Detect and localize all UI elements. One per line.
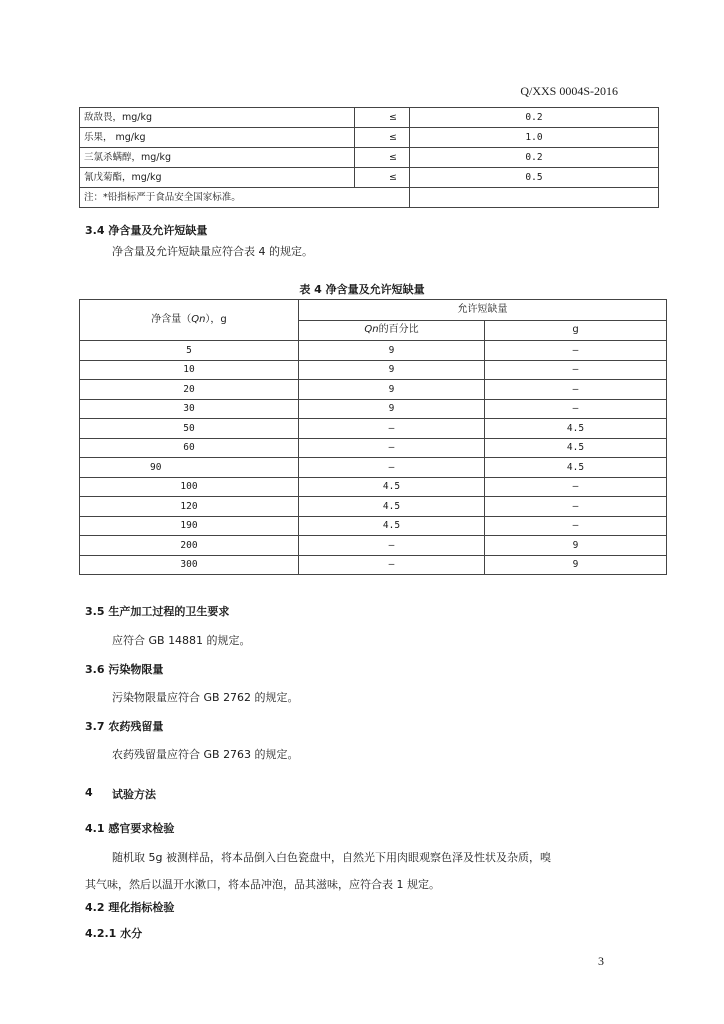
residue-name-cell: 敌敌畏，mg/kg: [80, 108, 355, 128]
table-row: [80, 555, 667, 575]
residue-name-cell: 氰戊菊酯，mg/kg: [80, 168, 355, 188]
table-row: [80, 458, 667, 478]
grams-cell: —: [485, 380, 667, 400]
percent-cell: 4.5: [299, 497, 485, 517]
net-content-cell: 120: [80, 497, 299, 517]
section-4-title: 试验方法: [112, 788, 156, 801]
net-content-cell: 90: [80, 458, 299, 478]
grams-cell: 9: [485, 536, 667, 556]
percent-cell: —: [299, 458, 485, 478]
residue-value-cell: 1.0: [410, 128, 659, 148]
percent-cell: —: [299, 536, 485, 556]
net-content-cell: 20: [80, 380, 299, 400]
table-row: [80, 419, 667, 439]
table-row: [80, 399, 667, 419]
table-row: [80, 438, 667, 458]
section-3-5-title: 3.5 生产加工过程的卫生要求: [85, 605, 230, 618]
grams-cell: 4.5: [485, 419, 667, 439]
residue-limit-table: [79, 107, 659, 208]
grams-cell: —: [485, 477, 667, 497]
grams-cell: —: [485, 360, 667, 380]
percent-cell: 9: [299, 399, 485, 419]
section-4-2-title: 4.2 理化指标检验: [85, 901, 175, 914]
grams-cell: 9: [485, 555, 667, 575]
grams-cell: —: [485, 341, 667, 361]
section-3-7-text: 农药残留量应符合 GB 2763 的规定。: [112, 748, 299, 761]
percent-cell: 9: [299, 341, 485, 361]
grams-cell: 4.5: [485, 438, 667, 458]
residue-operator-cell: ≤: [355, 128, 410, 148]
header-allowed-shortage: 允许短缺量: [299, 300, 667, 321]
residue-value-cell: 0.2: [410, 148, 659, 168]
net-content-cell: 60: [80, 438, 299, 458]
header-net-content: 净含量（Qn），g: [80, 300, 299, 341]
section-3-6-text: 污染物限量应符合 GB 2762 的规定。: [112, 691, 299, 704]
residue-operator-cell: ≤: [355, 148, 410, 168]
table-row: [80, 148, 659, 168]
table-row: [80, 516, 667, 536]
table-note-row: [80, 188, 659, 208]
section-4-1-text-line2: 其气味，然后以温开水漱口，将本品冲泡，品其滋味，应符合表 1 规定。: [85, 878, 440, 891]
section-3-7-title: 3.7 农药残留量: [85, 720, 164, 733]
section-4-1-title: 4.1 感官要求检验: [85, 822, 175, 835]
section-4-number: 4: [85, 786, 93, 799]
percent-cell: —: [299, 419, 485, 439]
section-3-4-text: 净含量及允许短缺量应符合表 4 的规定。: [112, 245, 313, 258]
table-row: [80, 360, 667, 380]
section-3-4-title: 3.4 净含量及允许短缺量: [85, 224, 208, 237]
table-row: [80, 168, 659, 188]
net-content-cell: 200: [80, 536, 299, 556]
percent-cell: 9: [299, 380, 485, 400]
section-3-6-title: 3.6 污染物限量: [85, 663, 164, 676]
net-content-cell: 10: [80, 360, 299, 380]
residue-operator-cell: ≤: [355, 108, 410, 128]
net-content-cell: 50: [80, 419, 299, 439]
residue-value-cell: 0.5: [410, 168, 659, 188]
table-note-empty: [410, 188, 659, 208]
table-row: [80, 380, 667, 400]
document-number: Q/XXS 0004S-2016: [520, 84, 618, 98]
percent-cell: 4.5: [299, 516, 485, 536]
percent-cell: —: [299, 555, 485, 575]
header-percent-of-qn: Qn的百分比: [299, 320, 485, 341]
net-content-table: [79, 299, 667, 575]
net-content-cell: 100: [80, 477, 299, 497]
grams-cell: 4.5: [485, 458, 667, 478]
table-row: [80, 341, 667, 361]
grams-cell: —: [485, 516, 667, 536]
net-content-cell: 5: [80, 341, 299, 361]
section-4-2-1-title: 4.2.1 水分: [85, 927, 143, 940]
table-note: 注：*铅指标严于食品安全国家标准。: [80, 188, 410, 208]
section-4-1-text-line1: 随机取 5g 被测样品，将本品倒入白色瓷盘中，自然光下用肉眼观察色泽及性状及杂质，嗅: [112, 851, 551, 864]
net-content-cell: 300: [80, 555, 299, 575]
table-row: [80, 536, 667, 556]
residue-name-cell: 三氯杀螨醇，mg/kg: [80, 148, 355, 168]
percent-cell: —: [299, 438, 485, 458]
net-content-cell: 30: [80, 399, 299, 419]
residue-value-cell: 0.2: [410, 108, 659, 128]
table-row: [80, 128, 659, 148]
net-content-cell: 190: [80, 516, 299, 536]
grams-cell: —: [485, 497, 667, 517]
residue-operator-cell: ≤: [355, 168, 410, 188]
section-3-5-text: 应符合 GB 14881 的规定。: [112, 634, 251, 647]
residue-name-cell: 乐果， mg/kg: [80, 128, 355, 148]
header-grams: g: [485, 320, 667, 341]
table-4-caption: 表 4 净含量及允许短缺量: [299, 283, 425, 296]
page-number: 3: [598, 954, 604, 968]
table-row: [80, 497, 667, 517]
percent-cell: 9: [299, 360, 485, 380]
percent-cell: 4.5: [299, 477, 485, 497]
grams-cell: —: [485, 399, 667, 419]
table-header-row: [80, 300, 667, 321]
table-row: [80, 108, 659, 128]
table-row: [80, 477, 667, 497]
